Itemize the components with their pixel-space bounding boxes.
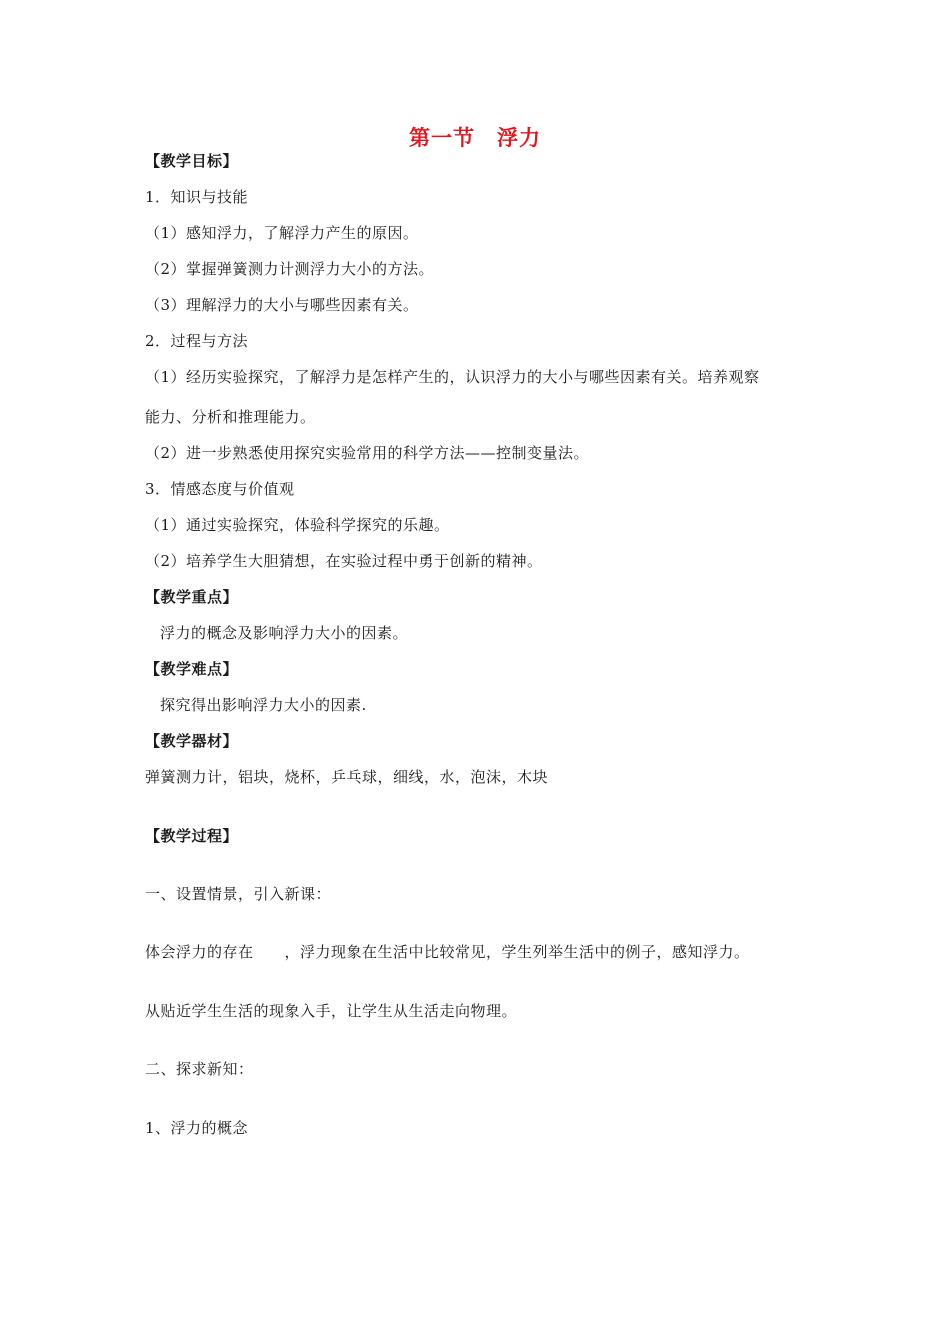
- process-step-1-text-2: 从贴近学生生活的现象入手，让学生从生活走向物理。: [145, 1002, 518, 1020]
- section-heading-objectives: 【教学目标】: [145, 152, 239, 170]
- objective-2-item-2: （2）进一步熟悉使用探究实验常用的科学方法——控制变量法。: [145, 444, 590, 462]
- objective-3-heading: 3．情感态度与价值观: [145, 480, 295, 498]
- objective-1-item-1: （1）感知浮力，了解浮力产生的原因。: [145, 224, 419, 242]
- section-heading-process: 【教学过程】: [145, 827, 239, 845]
- objective-2-item-1-cont: 能力、分析和推理能力。: [145, 408, 316, 426]
- objective-2-heading: 2．过程与方法: [145, 332, 249, 350]
- objective-1-item-3: （3）理解浮力的大小与哪些因素有关。: [145, 296, 419, 314]
- process-step-1-text-1: 体会浮力的存在 ，浮力现象在生活中比较常见，学生列举生活中的例子，感知浮力。: [145, 943, 750, 961]
- objective-1-heading: 1．知识与技能: [145, 188, 249, 206]
- objective-3-item-1: （1）通过实验探究，体验科学探究的乐趣。: [145, 516, 450, 534]
- section-heading-key-points: 【教学重点】: [145, 588, 239, 606]
- key-points-text: 浮力的概念及影响浮力大小的因素。: [160, 624, 409, 642]
- section-heading-equipment: 【教学器材】: [145, 732, 239, 750]
- objective-2-item-1: （1）经历实验探究，了解浮力是怎样产生的，认识浮力的大小与哪些因素有关。培养观察: [145, 368, 760, 386]
- section-heading-difficulties: 【教学难点】: [145, 660, 239, 678]
- process-step-2-subheading: 1、浮力的概念: [145, 1119, 249, 1137]
- process-step-2-heading: 二、探求新知：: [145, 1060, 254, 1078]
- difficulties-text: 探究得出影响浮力大小的因素.: [160, 696, 367, 714]
- equipment-text: 弹簧测力计，铝块，烧杯，乒乓球，细线，水，泡沫，木块: [145, 768, 549, 786]
- objective-3-item-2: （2）培养学生大胆猜想，在实验过程中勇于创新的精神。: [145, 552, 543, 570]
- objective-1-item-2: （2）掌握弹簧测力计测浮力大小的方法。: [145, 260, 435, 278]
- process-step-1-heading: 一、设置情景，引入新课：: [145, 885, 332, 903]
- page-title: 第一节 浮力: [409, 126, 541, 150]
